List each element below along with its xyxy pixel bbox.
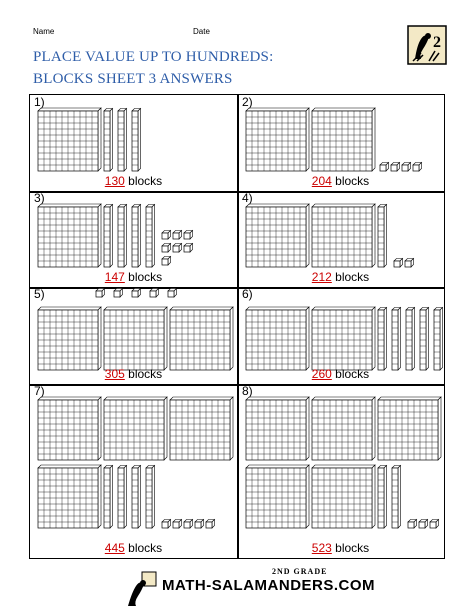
answer-unit: blocks <box>124 174 163 188</box>
problem-cell <box>30 287 237 384</box>
answer-value: 445 <box>104 541 125 555</box>
hundred-flat <box>246 307 309 370</box>
answer-line <box>238 270 443 284</box>
ten-rod <box>146 466 155 529</box>
one-cube <box>206 520 215 529</box>
date-label: Date <box>193 27 210 36</box>
hundred-flat <box>312 108 375 171</box>
problem-cell <box>238 191 443 287</box>
ten-rod <box>132 466 141 529</box>
answer-value: 204 <box>311 174 332 188</box>
hundred-flat <box>312 204 375 267</box>
hundred-flat <box>104 307 167 370</box>
answer-value: 147 <box>104 270 125 284</box>
hundred-flat <box>170 307 233 370</box>
one-cube <box>405 259 414 268</box>
hundred-flat <box>246 204 309 267</box>
ten-rod <box>378 466 387 529</box>
answer-line <box>238 541 443 555</box>
answer-line <box>30 270 237 284</box>
one-cube <box>195 520 204 529</box>
one-cube <box>114 289 123 298</box>
answer-line <box>30 367 237 381</box>
base-ten-blocks <box>30 384 237 558</box>
svg-text:2: 2 <box>433 34 441 51</box>
answer-line <box>238 174 443 188</box>
one-cube <box>408 520 417 529</box>
one-cube <box>132 289 141 298</box>
base-ten-blocks <box>238 384 443 558</box>
ten-rod <box>378 308 387 371</box>
problem-number: 2) <box>242 95 253 109</box>
one-cube <box>96 289 105 298</box>
one-cube <box>173 520 182 529</box>
hundred-flat <box>312 397 375 460</box>
one-cube <box>162 257 171 266</box>
ten-rod <box>132 205 141 268</box>
hundred-flat <box>246 108 309 171</box>
hundred-flat <box>38 397 101 460</box>
problem-number: 8) <box>242 384 253 398</box>
answer-value: 212 <box>311 270 332 284</box>
answer-line <box>238 367 443 381</box>
one-cube <box>394 259 403 268</box>
hundred-flat <box>246 397 309 460</box>
answer-unit: blocks <box>331 174 370 188</box>
ten-rod <box>392 308 401 371</box>
hundred-flat <box>170 397 233 460</box>
one-cube <box>162 244 171 253</box>
answer-line <box>30 174 237 188</box>
problem-number: 6) <box>242 287 253 301</box>
hundred-flat <box>378 397 441 460</box>
problem-cell <box>238 287 443 384</box>
ten-rod <box>146 205 155 268</box>
ten-rod <box>118 109 127 172</box>
problem-cell <box>30 95 237 191</box>
answer-value: 523 <box>311 541 332 555</box>
page-title-line2: BLOCKS SHEET 3 ANSWERS <box>33 71 233 87</box>
hundred-flat <box>312 307 375 370</box>
problem-number: 3) <box>34 191 45 205</box>
hundred-flat <box>38 465 101 528</box>
answer-unit: blocks <box>124 367 163 381</box>
one-cube <box>413 163 422 172</box>
footer-grade-text: 2ND GRADE <box>272 567 328 576</box>
answer-unit: blocks <box>331 541 370 555</box>
hundred-flat <box>38 108 101 171</box>
problem-number: 7) <box>34 384 45 398</box>
answer-unit: blocks <box>124 541 163 555</box>
answer-unit: blocks <box>124 270 163 284</box>
one-cube <box>162 520 171 529</box>
one-cube <box>430 520 439 529</box>
problem-number: 1) <box>34 95 45 109</box>
one-cube <box>419 520 428 529</box>
ten-rod <box>104 109 113 172</box>
ten-rod <box>104 466 113 529</box>
problem-cell <box>30 384 237 558</box>
answer-value: 305 <box>104 367 125 381</box>
answer-value: 130 <box>104 174 125 188</box>
ten-rod <box>392 466 401 529</box>
hundred-flat <box>38 307 101 370</box>
hundred-flat <box>246 465 309 528</box>
footer-salamander-icon <box>124 570 160 608</box>
one-cube <box>184 231 193 240</box>
problem-number: 4) <box>242 191 253 205</box>
footer-brand: MATH-SALAMANDERS.COM <box>162 577 376 594</box>
page-title-line1: PLACE VALUE UP TO HUNDREDS: <box>33 49 274 65</box>
answer-line <box>30 541 237 555</box>
ten-rod <box>378 205 387 268</box>
ten-rod <box>118 466 127 529</box>
salamander-grade-logo-icon <box>407 25 447 65</box>
hundred-flat <box>38 204 101 267</box>
one-cube <box>380 163 389 172</box>
answer-unit: blocks <box>331 270 370 284</box>
answer-value: 260 <box>311 367 332 381</box>
ten-rod <box>406 308 415 371</box>
answer-unit: blocks <box>331 367 370 381</box>
answers-grid <box>29 94 445 559</box>
ten-rod <box>434 308 443 371</box>
one-cube <box>184 244 193 253</box>
one-cube <box>391 163 400 172</box>
ten-rod <box>118 205 127 268</box>
problem-cell <box>238 95 443 191</box>
ten-rod <box>420 308 429 371</box>
ten-rod <box>132 109 141 172</box>
problem-cell <box>30 191 237 287</box>
one-cube <box>150 289 159 298</box>
problem-cell <box>238 384 443 558</box>
one-cube <box>173 231 182 240</box>
name-label: Name <box>33 27 55 36</box>
hundred-flat <box>104 397 167 460</box>
one-cube <box>184 520 193 529</box>
one-cube <box>173 244 182 253</box>
one-cube <box>168 289 177 298</box>
one-cube <box>162 231 171 240</box>
hundred-flat <box>312 465 375 528</box>
one-cube <box>402 163 411 172</box>
problem-number: 5) <box>34 287 45 301</box>
ten-rod <box>104 205 113 268</box>
